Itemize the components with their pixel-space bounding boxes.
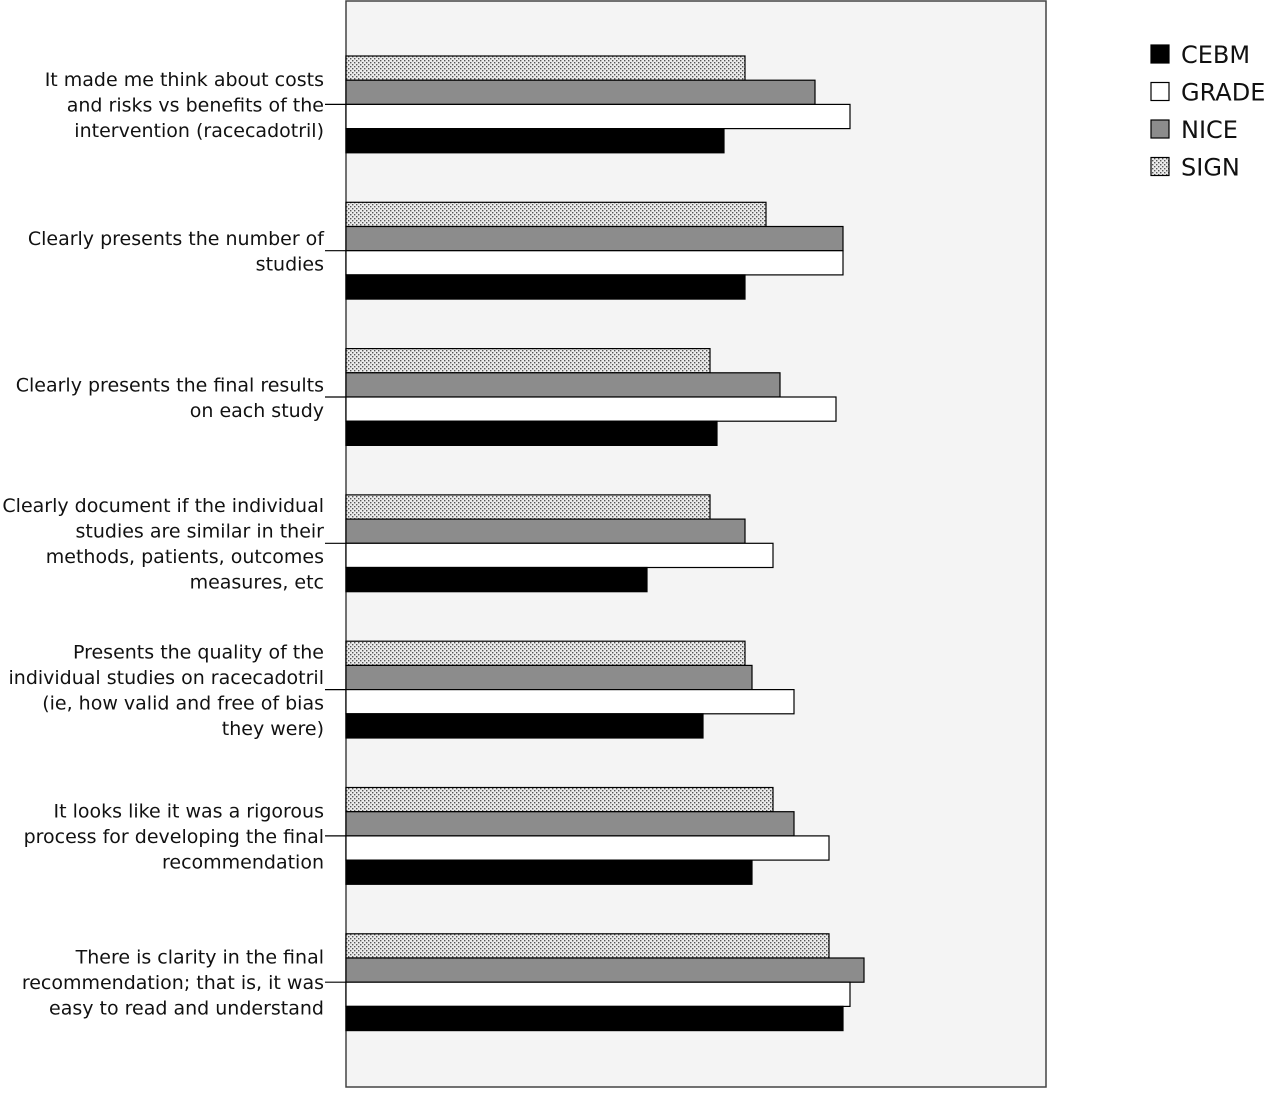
- bar-cebm-category-7: [346, 1006, 843, 1030]
- bar-cebm-category-6: [346, 860, 752, 884]
- bar-grade-category-3: [346, 397, 836, 421]
- category-label: studies: [255, 253, 324, 276]
- bar-nice-category-2: [346, 227, 843, 251]
- category-label: Presents the quality of the: [72, 641, 324, 664]
- category-label: recommendation; that is, it was: [21, 972, 324, 995]
- legend-label-cebm: CEBM: [1181, 41, 1251, 69]
- legend-label-sign: SIGN: [1181, 153, 1240, 182]
- bar-sign-category-2: [346, 202, 766, 226]
- category-label: (ie, how valid and free of bias: [42, 692, 324, 715]
- category-label: There is clarity in the final: [75, 946, 324, 969]
- legend-swatch-nice: [1151, 120, 1169, 138]
- category-label: recommendation: [161, 851, 324, 874]
- legend-swatch-sign: [1151, 158, 1169, 176]
- bar-grade-category-7: [346, 982, 850, 1006]
- bar-grade-category-5: [346, 690, 794, 714]
- category-label: methods, patients, outcomes: [45, 546, 324, 569]
- bar-nice-category-3: [346, 373, 780, 397]
- category-label: they were): [221, 717, 324, 740]
- bar-sign-category-3: [346, 349, 710, 373]
- category-label: studies are similar in their: [75, 520, 324, 543]
- legend-swatch-cebm: [1151, 45, 1169, 63]
- category-label: It made me think about costs: [44, 68, 324, 91]
- category-label: intervention (racecadotril): [74, 119, 324, 142]
- legend-swatch-grade: [1151, 83, 1169, 101]
- category-label: process for developing the final: [23, 825, 324, 848]
- bar-cebm-category-2: [346, 275, 745, 299]
- bar-sign-category-5: [346, 641, 745, 665]
- legend-label-grade: GRADE: [1181, 78, 1266, 107]
- bar-cebm-category-3: [346, 421, 717, 445]
- bar-grade-category-4: [346, 543, 773, 567]
- bar-nice-category-6: [346, 812, 794, 836]
- bar-sign-category-1: [346, 56, 745, 80]
- bar-sign-category-4: [346, 495, 710, 519]
- category-label: on each study: [189, 399, 324, 422]
- category-label: individual studies on racecadotril: [8, 666, 324, 689]
- bar-nice-category-1: [346, 80, 815, 104]
- category-label: easy to read and understand: [49, 997, 324, 1020]
- bar-grade-category-2: [346, 251, 843, 275]
- category-label: Clearly document if the individual: [2, 495, 324, 518]
- category-label: It looks like it was a rigorous: [53, 800, 324, 823]
- bar-cebm-category-5: [346, 714, 703, 738]
- bar-nice-category-4: [346, 519, 745, 543]
- category-label: measures, etc: [189, 571, 324, 594]
- bar-sign-category-6: [346, 788, 773, 812]
- bar-grade-category-6: [346, 836, 829, 860]
- legend-label-nice: NICE: [1181, 116, 1238, 144]
- bar-cebm-category-1: [346, 129, 724, 153]
- category-label: and risks vs benefits of the: [66, 94, 324, 117]
- bar-nice-category-5: [346, 665, 752, 689]
- bar-nice-category-7: [346, 958, 864, 982]
- bar-cebm-category-4: [346, 568, 647, 592]
- bar-sign-category-7: [346, 934, 829, 958]
- bar-grade-category-1: [346, 104, 850, 128]
- category-label: Clearly presents the final results: [15, 374, 324, 397]
- category-label: Clearly presents the number of: [27, 228, 324, 250]
